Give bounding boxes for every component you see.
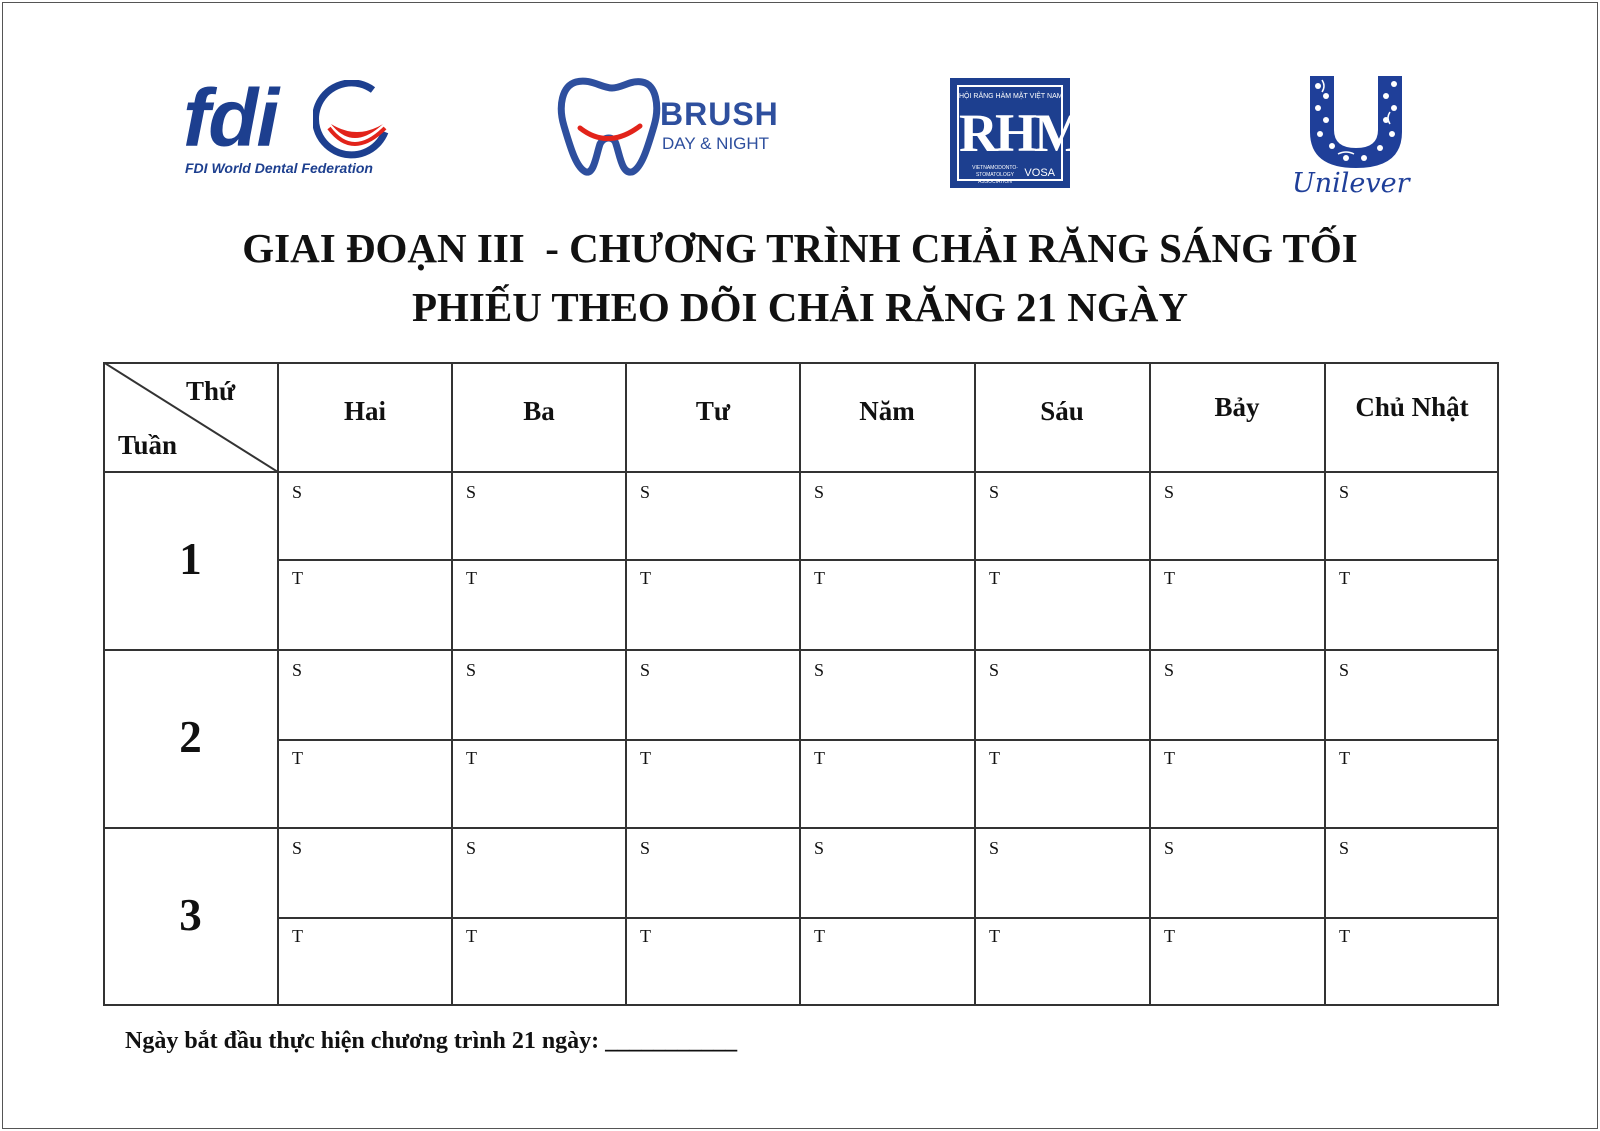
day-header: Bảy: [1214, 392, 1260, 422]
morning-cell-mark[interactable]: S: [1339, 838, 1350, 858]
morning-cell-mark[interactable]: S: [1164, 660, 1175, 680]
morning-cell-mark[interactable]: S: [1339, 482, 1350, 502]
rhm-logo-top-text: HỘI RĂNG HÀM MẶT VIỆT NAM: [959, 93, 1063, 100]
morning-cell-mark[interactable]: S: [989, 838, 1000, 858]
evening-cell-mark[interactable]: T: [640, 926, 651, 946]
rhm-logo-vosa: VOSA: [1024, 167, 1055, 179]
morning-cell-mark[interactable]: S: [640, 838, 651, 858]
evening-cell-mark[interactable]: T: [292, 748, 303, 768]
session-divider: [278, 739, 1499, 741]
morning-cell-mark[interactable]: S: [1164, 838, 1175, 858]
morning-cell-mark[interactable]: S: [1339, 660, 1350, 680]
page-title: GIAI ĐOẠN III - CHƯƠNG TRÌNH CHẢI RĂNG SÁNG TỐI: [242, 225, 1358, 271]
morning-cell-mark[interactable]: S: [814, 660, 825, 680]
morning-cell-mark[interactable]: S: [989, 482, 1000, 502]
evening-cell-mark[interactable]: T: [989, 926, 1000, 946]
tracking-table: [103, 362, 1499, 1006]
evening-cell-mark[interactable]: T: [1339, 748, 1350, 768]
morning-cell-mark[interactable]: S: [292, 838, 303, 858]
rhm-logo-box: [950, 78, 1082, 188]
morning-cell-mark[interactable]: S: [292, 482, 303, 502]
morning-cell-mark[interactable]: S: [814, 838, 825, 858]
fdi-smile-icon: [313, 80, 393, 160]
week-number: 2: [179, 712, 202, 762]
tooth-icon: [556, 72, 666, 180]
evening-cell-mark[interactable]: T: [989, 568, 1000, 588]
morning-cell-mark[interactable]: S: [640, 482, 651, 502]
week-number: 3: [179, 890, 202, 940]
unilever-u-icon: [1304, 72, 1408, 170]
rhm-logo-letters: RHM: [959, 103, 1082, 163]
evening-cell-mark[interactable]: T: [292, 926, 303, 946]
column-divider: [1149, 362, 1151, 1006]
evening-cell-mark[interactable]: T: [814, 926, 825, 946]
fdi-logo: [183, 73, 393, 183]
evening-cell-mark[interactable]: T: [466, 568, 477, 588]
rhm-vosa-logo: [950, 78, 1082, 188]
evening-cell-mark[interactable]: T: [1339, 926, 1350, 946]
morning-cell-mark[interactable]: S: [1164, 482, 1175, 502]
evening-cell-mark[interactable]: T: [814, 748, 825, 768]
column-divider: [1324, 362, 1326, 1006]
morning-cell-mark[interactable]: S: [292, 660, 303, 680]
page-subtitle: PHIẾU THEO DÕI CHẢI RĂNG 21 NGÀY: [411, 284, 1189, 330]
day-header: Ba: [523, 396, 555, 426]
evening-cell-mark[interactable]: T: [1164, 568, 1175, 588]
brush-logo-word: BRUSH: [660, 96, 779, 132]
brush-day-night-logo: [556, 72, 796, 182]
session-divider: [278, 917, 1499, 919]
column-divider: [974, 362, 976, 1006]
brush-logo-subtitle: DAY & NIGHT: [662, 134, 770, 153]
evening-cell-mark[interactable]: T: [1164, 926, 1175, 946]
session-divider: [278, 559, 1499, 561]
fdi-logo-subtitle: FDI World Dental Federation: [185, 160, 373, 176]
rhm-logo-inner: [957, 85, 1082, 185]
morning-cell-mark[interactable]: S: [814, 482, 825, 502]
evening-cell-mark[interactable]: T: [814, 568, 825, 588]
week-number: 1: [179, 534, 202, 584]
unilever-logo-word: Unilever: [1292, 168, 1410, 199]
day-header: Chủ Nhật: [1355, 392, 1469, 422]
corner-day-label: Thứ: [186, 376, 236, 406]
evening-cell-mark[interactable]: T: [466, 748, 477, 768]
evening-cell-mark[interactable]: T: [640, 568, 651, 588]
start-date-line: Ngày bắt đầu thực hiện chương trình 21 ngày: ___________: [125, 1028, 738, 1054]
morning-cell-mark[interactable]: S: [466, 482, 477, 502]
morning-cell-mark[interactable]: S: [466, 838, 477, 858]
day-header: Tư: [695, 396, 731, 426]
corner-week-label: Tuần: [118, 430, 178, 460]
day-header: Năm: [859, 396, 915, 426]
fdi-logo-word: fdi: [183, 73, 278, 164]
evening-cell-mark[interactable]: T: [466, 926, 477, 946]
evening-cell-mark[interactable]: T: [292, 568, 303, 588]
evening-cell-mark[interactable]: T: [989, 748, 1000, 768]
unilever-logo: [1290, 72, 1420, 202]
evening-cell-mark[interactable]: T: [1339, 568, 1350, 588]
week-divider: [103, 827, 1499, 829]
day-header: Hai: [343, 396, 386, 426]
evening-cell-mark[interactable]: T: [640, 748, 651, 768]
week-divider: [103, 649, 1499, 651]
header-divider: [103, 471, 1499, 473]
morning-cell-mark[interactable]: S: [466, 660, 477, 680]
day-header: Sáu: [1040, 396, 1084, 426]
column-divider: [625, 362, 627, 1006]
morning-cell-mark[interactable]: S: [640, 660, 651, 680]
rhm-logo-association: VIETNAMODONTO-STOMATOLOGY ASSOCIATION: [972, 165, 1018, 185]
column-divider: [799, 362, 801, 1006]
column-divider: [451, 362, 453, 1006]
evening-cell-mark[interactable]: T: [1164, 748, 1175, 768]
morning-cell-mark[interactable]: S: [989, 660, 1000, 680]
